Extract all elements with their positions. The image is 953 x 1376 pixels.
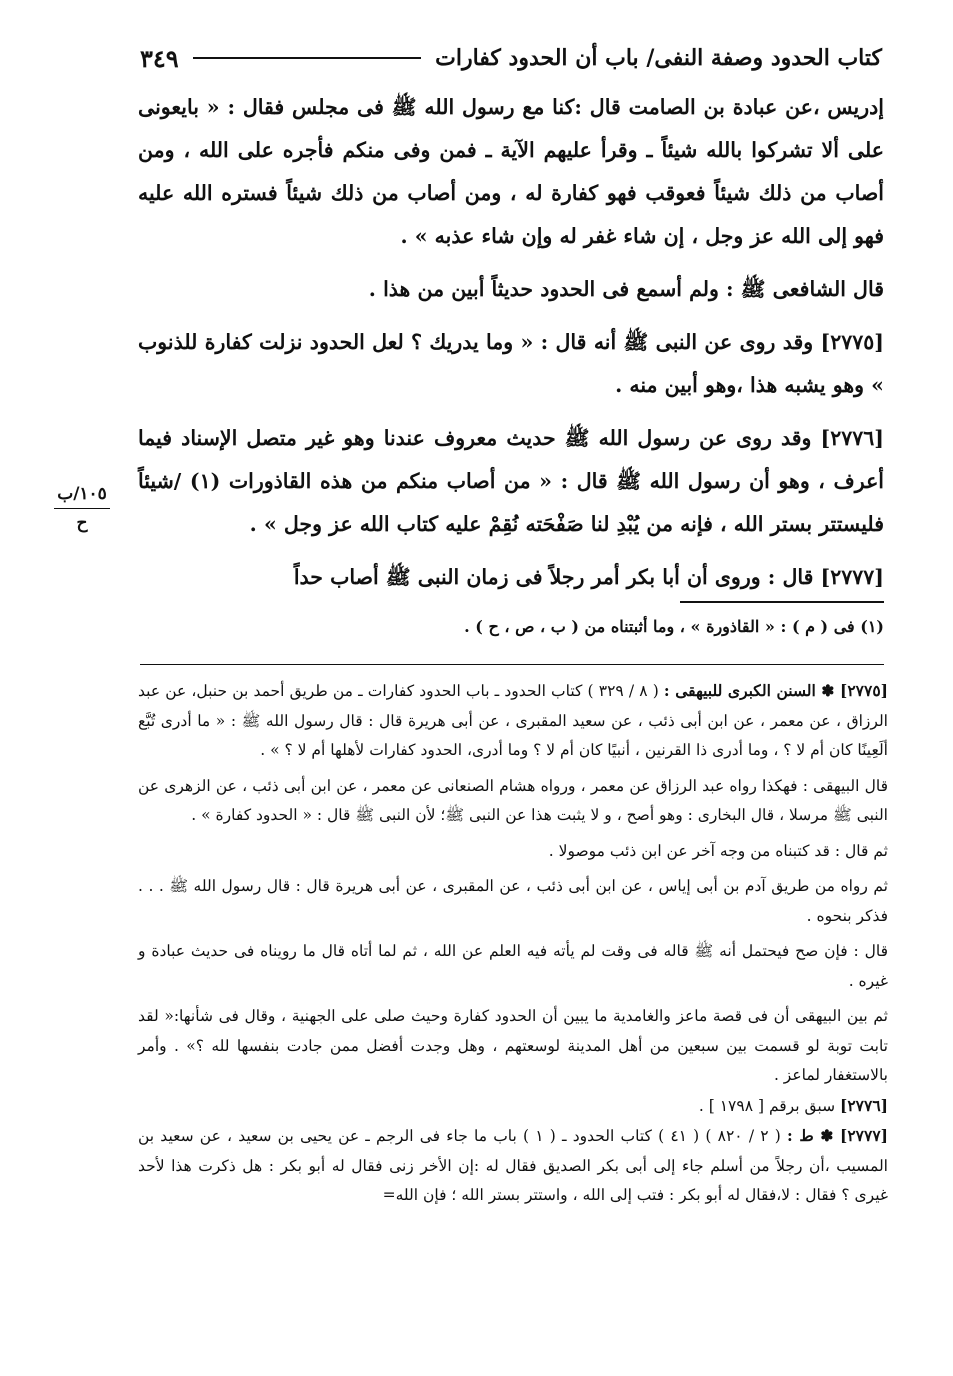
paragraph-1: إدريس ،عن عبادة بن الصامت قال :كنا مع رسول الله ﷺ فى مجلس فقال : « بايعونى على ألا تشركوا بالله شيئاً ـ وقرأ عليهم الآية ـ فمن وفى منكم فأجره على الله ، ومن أصاب من ذلك شيئاً فعوقب فهو كفارة له ، ومن أصاب من ذلك شيئاً فستره الله عليه فهو إلى الله عز وجل ، إن شاء غفر له وإن شاء عذبه » . <box>138 95 884 248</box>
commentary-label: [٢٧٧٥] ✽ السنن الكبرى للبيهقى : <box>663 681 889 700</box>
hadith-number: [٢٧٧٥] <box>820 330 884 354</box>
commentary-text: ( ٢ / ٨٢٠ ) ( ٤١ ) كتاب الحدود ـ ( ١ ) باب ما جاء فى الرجم ـ عن يحيى بن سعيد ، عن سعيد بن المسيب ،أن رجلاً من أسلم جاء إلى أبى بكر الصديق فقال له :إن الأخر زنى فقال له أبو بكر : هل ذكرت هذا لأحد غيرى ؟ فقال : لا،فقال له أبو بكر : فتب إلى الله ، واستتر بستر الله ؛ فإن الله= <box>138 1127 888 1204</box>
manuscript-margin-note <box>48 480 116 537</box>
commentary-note: ثم بين البيهقى أن فى قصة ماعز والغامدية ما يبين أن الحدود كفارة وحيث صلى على الجهنية ، وقال فى شأنها:« لقد تابت توبة لو قسمت بين سبعين من أهل المدينة لوسعتهم ، وهل وجدت أفضل ممن جادت بنفسها لله ؟» . وأمر بالاستغفار لماعز . <box>138 1007 888 1084</box>
footnote-separator <box>680 601 884 603</box>
commentary-note: ثم قال : قد كتبناه من وجه آخر عن ابن ذئب موصولا . <box>548 841 888 860</box>
commentary-note: ثم رواه من طريق آدم بن أبى إياس ، عن ابن أبى ذئب ، عن المقبرى ، عن أبى هريرة قال : قال رسول الله ﷺ . . . فذكر بنحوه . <box>138 877 888 925</box>
speaker-label: قال الشافعى ﷺ <box>740 277 884 301</box>
hadith-number: [٢٧٧٧] قال <box>782 565 884 589</box>
commentary-label: [٢٧٧٦] <box>840 1095 888 1115</box>
paragraph-text: وقد روى عن النبى ﷺ أنه قال : « وما يدريك ؟ لعل الحدود نزلت كفارة للذنوب » وهو يشبه هذا ،وهو أبين منه . <box>138 330 884 397</box>
running-header <box>140 38 882 78</box>
margin-folio: ١٠٥/ب <box>57 484 107 504</box>
commentary-2776 <box>138 1091 888 1122</box>
commentary-2777 <box>138 1121 888 1211</box>
margin-siglum: ح <box>76 513 88 533</box>
paragraph-2775 <box>138 321 884 407</box>
paragraph-text: : ولم أسمع فى الحدود حديثاً أبين من هذا . <box>368 277 741 301</box>
commentary-text: ( ٨ / ٣٢٩ ) كتاب الحدود ـ باب الحدود كفارات ـ من طريق أحمد بن حنبل، عن عبد الرزاق ، عن معمر ، عن ابن أبى ذئب ، عن سعيد المقبرى ، عن أبى هريرة قال : قال رسول الله ﷺ : « ما أدرى تُبَّع ألَعِينًا كان أم لا ؟ ، وما أدرى ذا القرنين ، أنبيًا كان أم لا ؟ وما أدرى، الحدود كفارات لأهلها أم لا ؟ » . <box>138 682 888 759</box>
chapter-title: كتاب الحدود وصفة النفى/ باب أن الحدود كفارات <box>435 45 882 71</box>
commentary-label: [٢٧٧٧] ✽ ط : <box>787 1126 889 1145</box>
commentary-2775 <box>138 676 888 766</box>
paragraph-text: : وروى أن أبا بكر أمر رجلاً فى زمان النبى ﷺ أصاب حداً <box>293 565 783 589</box>
commentary-bayhaqi: قال البيهقى : فهكذا رواه عبد الرزاق عن معمر ، ورواه هشام الصنعانى عن معمر ، عن ابن أبى ذئب ، عن الزهرى عن النبى ﷺ مرسلا ، قال البخارى : وهو أصح ، و لا يثبت هذا عن النبى ﷺ؛ لأن النبى ﷺ قال : « الحدود كفارة » . <box>138 776 888 824</box>
footnote: (١) فى ( م ) : « القاذورة » ، وما أثبتناه من ( ب ، ص ، ح ) . <box>464 617 884 636</box>
paragraph-2776 <box>138 417 884 546</box>
commentary-separator <box>140 664 884 665</box>
page-number: ٣٤٩ <box>140 43 179 73</box>
takhrij-commentary <box>138 676 888 1211</box>
commentary-note: قال : فإن صح فيحتمل أنه ﷺ قاله فى وقت لم يأته فيه العلم عن الله ، ثم لما أتاه قال ما رويناه فى حديث عبادة و غيره . <box>138 942 888 990</box>
paragraph-2777 <box>138 556 884 599</box>
header-rule <box>193 57 421 59</box>
main-text <box>138 86 884 609</box>
paragraph-text: وقد روى عن رسول الله ﷺ حديث معروف عندنا وهو غير متصل الإسناد فيما أعرف ، وهو أن رسول الله ﷺ قال : « من أصاب منكم من هذه القاذورات (١) /شيئاً فليستتر بستر الله ، فإنه من يُبْدِ لنا صَفْحَته نُقِمْ عليه كتاب الله عز وجل » . <box>138 426 884 536</box>
paragraph-shafii <box>138 268 884 311</box>
commentary-text: سبق برقم [ ١٧٩٨ ] . <box>698 1096 840 1115</box>
hadith-number: [٢٧٧٦] <box>820 426 884 450</box>
